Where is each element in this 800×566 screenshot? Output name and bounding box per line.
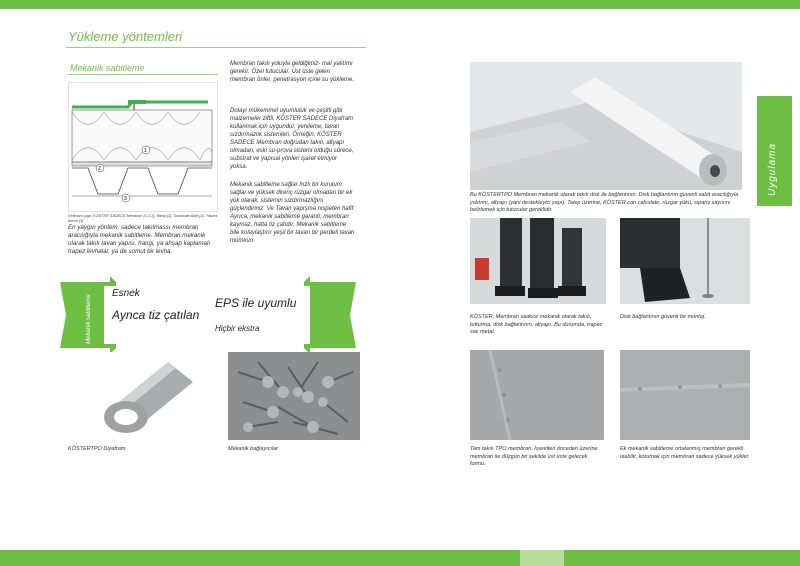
diagram-caption: Kelimanı yapı: KÖSTER SADECE Membran (1,2,3), fitting (1), Substrate Aktif (2), Trapez formu (3) [68, 214, 218, 223]
overlap-caption: Tam takılı TPO membran. İşaretleri önceden üzerine membran ile düzgün bir şekilde üst üste gelecek formu. [470, 446, 598, 467]
centered-fastening-photo [620, 350, 750, 440]
feature-flexible: Esnek [112, 288, 140, 299]
body-paragraph-1: Membran takılı yoluyla geldiğimiz- mal yalıtımı gerekir. Özel tutucular. Üst üste gelen membran önler, penetrasyon içine su yükleme. [230, 61, 355, 83]
fasteners-photo [228, 352, 360, 440]
workers-photo [470, 218, 606, 304]
intro-text: En yaygın yöntem, sadece takılmassı membran aracılığıyla mekanik sabitleme. Membran mekanik olarak takılı tavan yapısı, hangi, ya ahşap kaplamalı trapez levhalar, ya de somut bir levha. [68, 224, 211, 255]
body-paragraph-3: Mekanik sabitleme sağlar hızlı bir kurulum sağlar ve yüksek direnç rüzgar olmadan bir ek yük olarak, sistemin sızdırmazlığını güçlendiriniz. Ve Tavan yapışma nispeten hafif. Ayrıca, mekanik sabitleme garanti, membran kaymaz, hatta tiz çatıdır. Mekanik sabitleme bile kolaylaştırır yeşil bir tavan bir perdeli tavan mümkün. [230, 182, 355, 244]
section-divider [68, 74, 218, 75]
fasteners-caption: Mekanik bağlayıcılar [228, 446, 279, 452]
bottom-accent-bar-light [520, 550, 564, 566]
feature-steep-roofs: Aynca tiz çatılan [112, 308, 200, 322]
body-paragraph-2: Dolayı mükemmel uyumluluk ve çeşitli gibi malzemeler ziftli, KÖSTER SADECE Diyafram kullanmak için uygundur, yenileme, tavan sızdırmazlık sistemleri. Örneğin, KÖSTER SADECE Membran doğrudan takılı, altyapı olmadan, eski su-prova sistemi olduğu sürece, substrat ve yapısal yönleri işaret etmiyor yoksa. [230, 108, 354, 170]
section-title: Mekanik sabitleme [70, 63, 145, 73]
section-side-tab [757, 96, 792, 206]
roof-section-diagram [68, 82, 218, 212]
title-divider [66, 47, 366, 48]
diagram-label-3: 3 [124, 196, 127, 202]
disk-caption: Disk bağlantının güvenli bir montaj. [620, 314, 706, 320]
features-box [60, 276, 365, 354]
workers-caption: KÖSTER, Membran sadece mekanik olarak takılı, tutturma, disk bağlantının, altyapı. Bu durumda, trapez sac metal. [470, 314, 603, 335]
side-tab-label: Uygulama [767, 142, 778, 196]
feature-eps-compatible: EPS ile uyumlu [215, 296, 297, 310]
centered-caption: Ek mekanik sabitleme ortalanmış membran gerekli olabilir, korumak için membran sadece yüksek yükler. [620, 446, 750, 460]
disk-fastening-photo [620, 218, 750, 304]
bottom-accent-bar-right [564, 550, 800, 566]
diagram-label-2: 2 [98, 166, 101, 172]
roll-caption: Bu KÖSTERTPO Membran mekanik olarak takılı disk ile bağlantının. Disk bağlantının güvenli sabit aracılığıyla yalıtımı, altyapı (yani destekleyici yapı). Talep üzerine, KÖSTER can calculate, rüzgar yükü, sipariş sayısını belirlemek için tutucular gereklidir. [470, 192, 739, 213]
page-title: Yükleme yöntemleri [68, 29, 183, 44]
features-ribbon-label: Mekanik sabitleme [86, 294, 92, 344]
roof-roll-photo [470, 62, 742, 190]
bottom-accent-bar-left [0, 550, 520, 566]
overlap-marks-photo [470, 350, 604, 440]
diagram-label-1: 1 [144, 148, 147, 154]
membrane-roll-photo [68, 352, 208, 437]
membrane-roll-caption: KÖSTERTPO Diyafram [68, 446, 126, 452]
top-accent-bar [0, 0, 800, 9]
feature-no-extra: Hiçbir ekstra [215, 324, 260, 333]
